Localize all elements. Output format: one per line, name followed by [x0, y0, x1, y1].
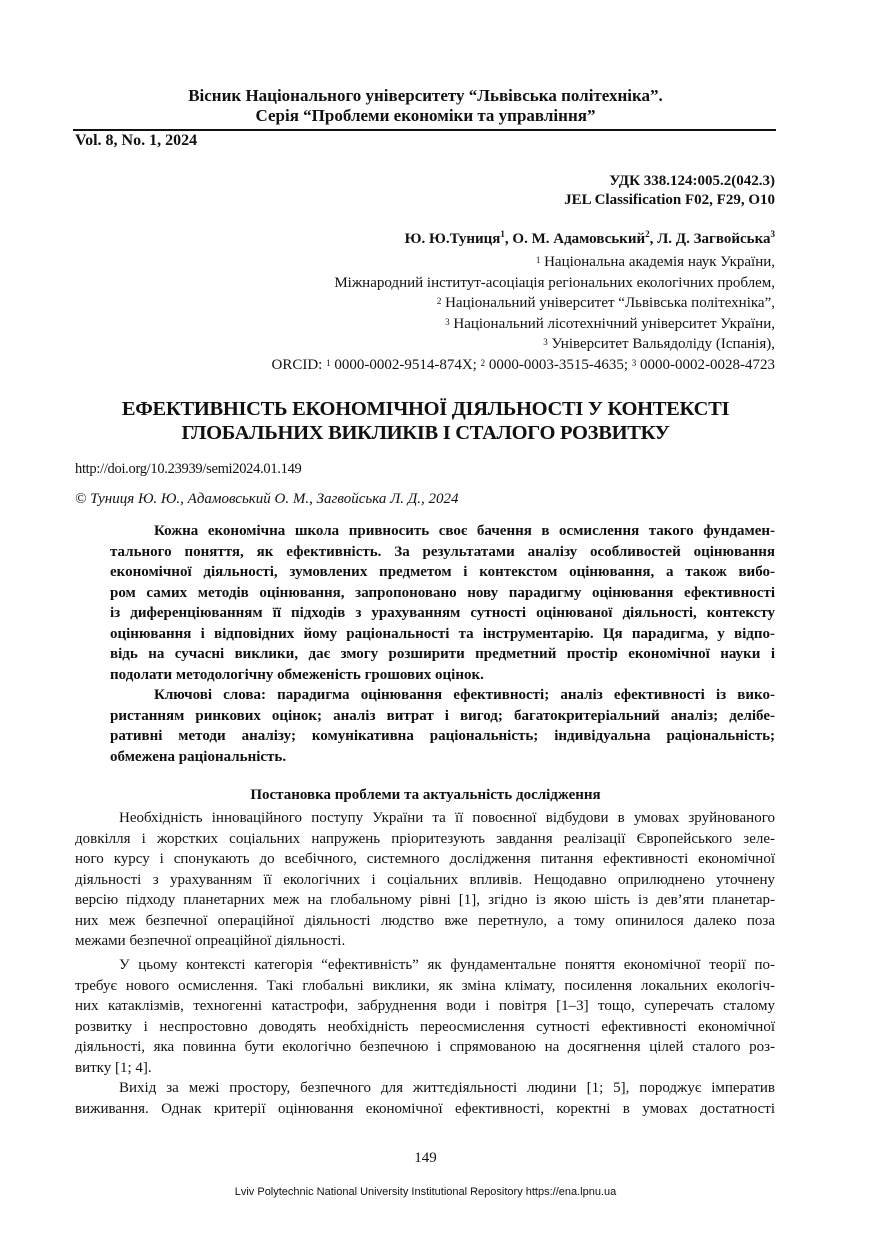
- orcid-link[interactable]: 0000-0003-3515-4635;: [488, 356, 632, 373]
- orcid-line: ORCID: $^1$ 0000-0002-9514-874X; $^2$ 0000-0003-3515-4635; $^3$ 0000-0002-0028-4723: [271, 356, 775, 373]
- text-line: довкілля і жорстких соціальних напружень пріоритезують завдання реалізації Європейського зеле-: [75, 830, 775, 847]
- text-line: ного курсу і спонукають до всебічного, системного дослідження питання ефективності економічної: [75, 851, 775, 868]
- affiliations: [272, 252, 776, 376]
- title-line: ЕФЕКТИВНІСТЬ ЕКОНОМІЧНОЇ ДІЯЛЬНОСТІ У КОНТЕКСТІ: [121, 398, 730, 420]
- text-line: них катаклізмів, техногенні катастрофи, забруднення води і повітря [1–3] тощо, суперечать сталому: [75, 998, 775, 1015]
- text-line: Необхідність інноваційного поступу України та її повоєнної відбудови в умовах зруйнованого: [119, 810, 775, 826]
- journal-name: Вісник Національного університету “Львівська політехніка”.: [188, 86, 663, 105]
- affiliation: $^3$ Національний лісотехнічний університет України,: [445, 315, 775, 332]
- text-line: оцінювання і відповідних йому раціональності та інструментарію. Ця парадигма, у відпо-: [110, 625, 775, 642]
- header-divider: [73, 129, 776, 131]
- page-number: 149: [414, 1150, 437, 1166]
- affiliation: Міжнародний інститут-асоціація регіональних екологічних проблем,: [334, 274, 775, 291]
- repository-footer: Lviv Polytechnic National University Institutional Repository https://ena.lpnu.ua: [234, 1186, 617, 1198]
- text-line: них меж безпечної операційної діяльності людство вже перетнуло, а тому опинилося далеко поза: [75, 912, 775, 929]
- text-line: відь на сучасні виклики, дає змогу розширити предметний простір економічної науки і: [110, 646, 775, 663]
- orcid-link[interactable]: 0000-0002-0028-4723: [640, 356, 775, 373]
- paragraph: [75, 1078, 775, 1119]
- text-line: Вихід за межі простору, безпечного для життєдіяльності людини [1; 5], породжує імператив: [119, 1080, 775, 1096]
- volume-info: Vol. 8, No. 1, 2024: [75, 132, 198, 149]
- journal-series: Серія “Проблеми економіки та управління”: [255, 106, 596, 125]
- text-line: Ключові слова: парадигма оцінювання ефективності; аналіз ефективності із вико-: [154, 687, 775, 704]
- text-line: межами безпечної опреаційної діяльності.: [75, 933, 346, 950]
- article-title: [73, 397, 778, 445]
- journal-header: [73, 86, 778, 126]
- paragraph: [75, 808, 775, 952]
- paragraph: [75, 955, 775, 1078]
- text-line: із диференціюванням її підходів з урахуванням сутності оцінюваної діяльності, контексту: [110, 605, 775, 622]
- jel-code: JEL Classification F02, F29, O10: [564, 192, 775, 208]
- author: О. М. Адамовський$^2$,: [512, 229, 658, 247]
- section-heading: Постановка проблеми та актуальність дослідження: [250, 787, 601, 803]
- affiliation: $^1$ Національна академія наук України,: [535, 254, 775, 270]
- author: Ю. Ю.Туниця$^1$,: [404, 229, 513, 247]
- text-line: ративні методи аналізу; комунікативна раціональність; індивідуальна раціональність;: [110, 728, 775, 745]
- text-line: діяльності з урахуванням її екологічних і соціальних впливів. Нещодавно оприлюднено уточнену: [75, 871, 775, 888]
- udc-code: УДК 338.124:005.2(042.3): [609, 173, 775, 189]
- abstract: [110, 521, 775, 768]
- affiliation: $^2$ Національний університет “Львівська політехніка”,: [436, 295, 775, 312]
- authors: [405, 231, 775, 248]
- text-line: версію підходу планетарних меж на глобальному рівні [1], згідно із якою шість із дев’яти планетар-: [75, 892, 775, 909]
- text-line: Кожна економічна школа привносить своє бачення в осмислення такого фундамен-: [154, 523, 775, 539]
- orcid-link[interactable]: 0000-0002-9514-874X;: [334, 356, 481, 373]
- affiliation: $^3$ Університет Вальядоліду (Іспанія),: [543, 336, 775, 353]
- text-line: обмежена раціональність.: [110, 749, 287, 766]
- text-line: витку [1; 4].: [75, 1059, 152, 1076]
- text-line: У цьому контексті категорія “ефективність” як фундаментальне поняття економічної теорії по-: [119, 957, 775, 973]
- classification-codes: [564, 172, 775, 210]
- text-line: діяльності, яка повинна бути екологічно безпечною і спрямованою на досягнення цілей сталого роз-: [75, 1039, 775, 1056]
- text-line: розвитку і неспростовно доводять необхідність переосмислення сутності ефективності економічної: [75, 1018, 775, 1035]
- text-line: ристанням ринкових оцінок; аналіз витрат і вигод; багатокритеріальний аналіз; делібе-: [110, 707, 775, 724]
- text-line: тального поняття, як ефективність. За результатами аналізу особливостей оцінювання: [110, 543, 775, 560]
- text-line: ром самих методів оцінювання, запропоновано нову парадигму оцінювання ефективності: [110, 584, 775, 601]
- text-line: требує нового осмислення. Такі глобальні виклики, як зміна клімату, посилення локальних екологіч-: [75, 977, 775, 994]
- author: Л. Д. Загвойська$^3$: [657, 229, 775, 247]
- text-line: виживання. Однак критерії оцінювання економічної ефективності, коректні в умовах достатності: [75, 1100, 775, 1117]
- text-line: економічної діяльності, зумовлених предметом і контекстом оцінювання, а також вибо-: [110, 564, 775, 581]
- copyright: © Туниця Ю. Ю., Адамовський О. М., Загвойська Л. Д., 2024: [75, 491, 459, 507]
- title-line: ГЛОБАЛЬНИХ ВИКЛИКІВ І СТАЛОГО РОЗВИТКУ: [181, 422, 670, 444]
- doi-link[interactable]: http://doi.org/10.23939/semi2024.01.149: [75, 461, 302, 477]
- text-line: подолати методологічну обмеженість грошових оцінок.: [110, 666, 484, 683]
